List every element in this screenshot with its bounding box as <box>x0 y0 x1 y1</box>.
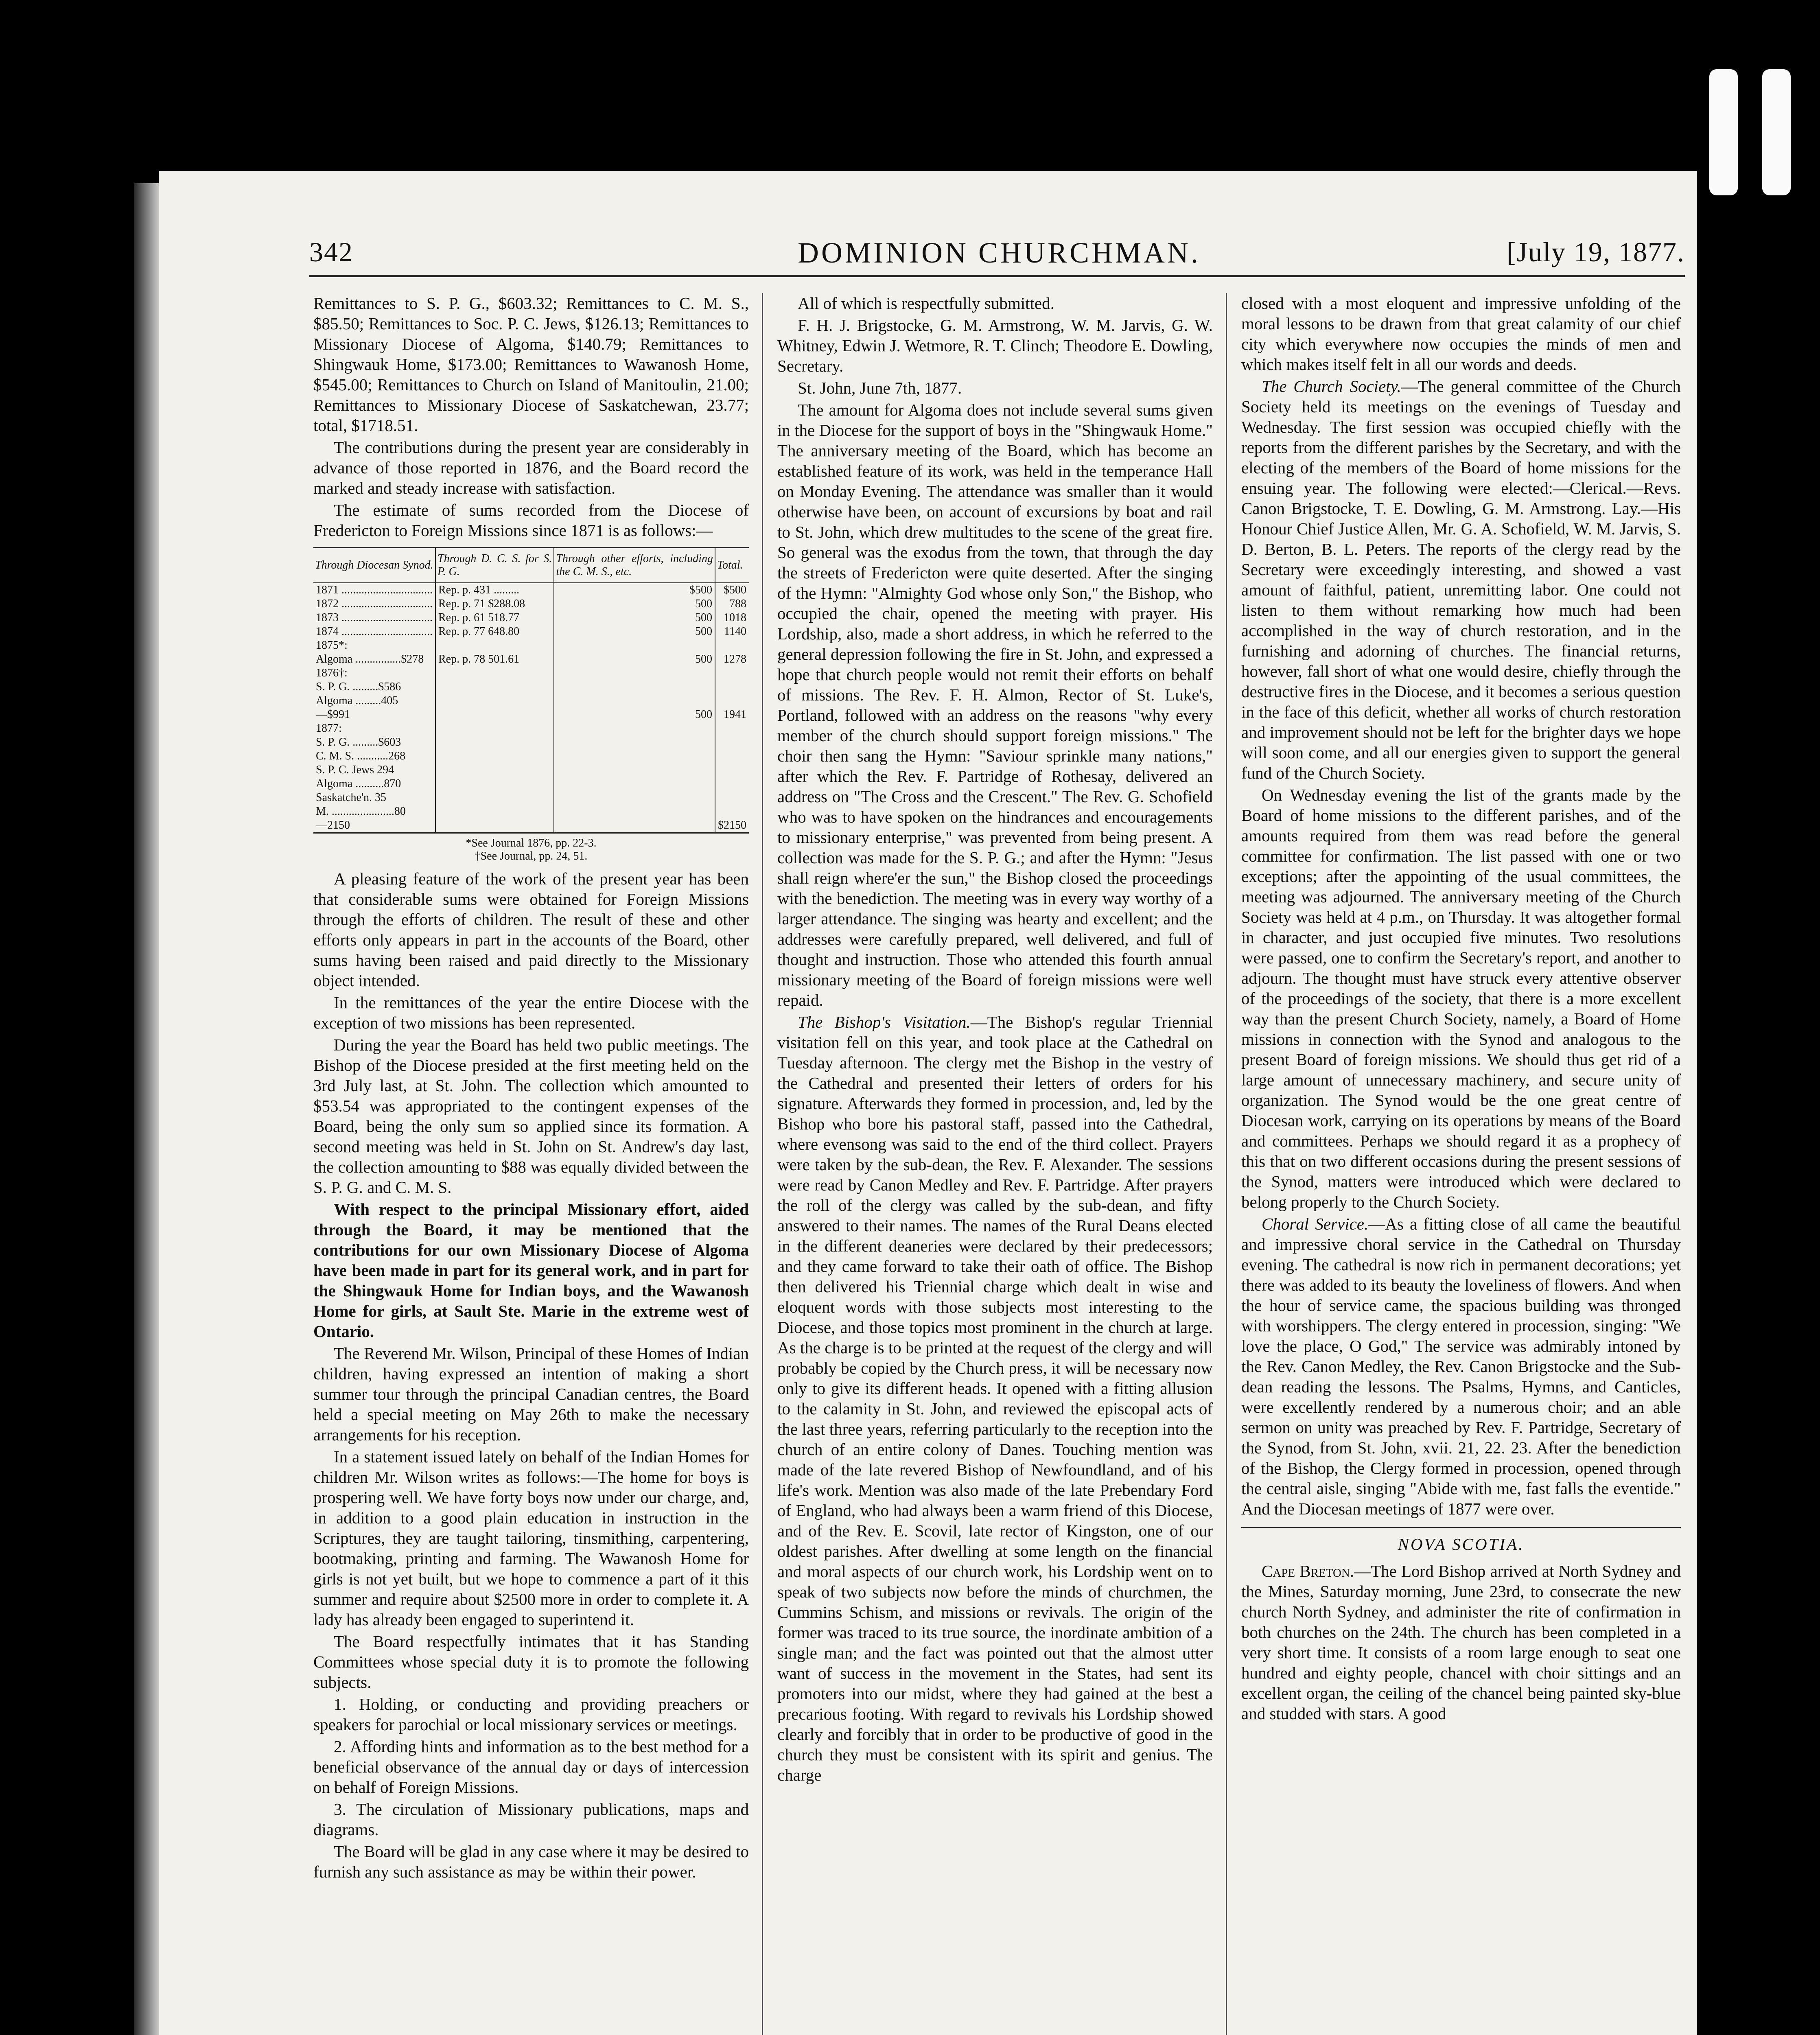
table-row <box>313 763 749 777</box>
table-cell: Saskatche'n. 35 <box>316 791 387 804</box>
paragraph-text: —As a fitting close of all came the beautiful and impressive choral service in the Cathedral on Thursday evening. The cathedral is now rich in permanent decorations; yet there was added to its beauty the loveliness of flowers. And when the hour of service came, the spacious building was thronged with worshippers. The clergy entered in procession, singing: "We love the place, O God," The service was admirably intoned by the Rev. Canon Medley, the Rev. Canon Brigstocke and the Sub-dean reading the lessons. The Psalms, Hymns, and Canticles, were excellently rendered by a numerous choir; and an able sermon on unity was preached by Rev. F. Partridge, Secretary of the Synod, from St. John, xvii. 21, 22. 23. After the benediction of the Bishop, the Clergy formed in procession, opened through the central aisle, singing "Abide with me, fast falls the eventide." And the Diocesan meetings of 1877 were over. <box>1241 1214 1681 1518</box>
table-row <box>313 597 749 611</box>
table-cell: S. P. G. .........$586 <box>316 681 401 693</box>
table-cell: S. P. G. .........$603 <box>316 736 401 748</box>
column-divider <box>1226 293 1227 2035</box>
page-header <box>309 224 1685 281</box>
table-cell <box>715 639 749 652</box>
table-cell <box>715 680 749 694</box>
table-note: †See Journal, pp. 24, 51. <box>475 850 588 862</box>
section-heading: NOVA SCOTIA. <box>1241 1527 1681 1554</box>
paragraph: In the remittances of the year the entire Diocese with the exception of two missions has been represented. <box>313 993 749 1032</box>
paragraph: 3. The circulation of Missionary publications, maps and diagrams. <box>313 1800 749 1839</box>
table-header: Through Diocesan Synod. <box>313 548 435 583</box>
table-cell <box>554 680 715 694</box>
table-cell <box>715 666 749 680</box>
table-cell <box>715 763 749 777</box>
table-cell: 1874 ................................ <box>316 625 433 638</box>
table-cell <box>715 791 749 805</box>
subhead: Cape Breton. <box>1262 1562 1354 1580</box>
column-1 <box>313 293 749 2035</box>
paragraph: The Board respectfully intimates that it has Standing Committees whose special duty it is to promote the following subjects. <box>313 1632 749 1691</box>
newspaper-page <box>159 171 1697 2035</box>
table-cell: 500 <box>554 625 715 639</box>
table-cell <box>435 666 554 680</box>
paragraph: A pleasing feature of the work of the present year has been that considerable sums were obtained for Foreign Missions through the efforts of children. The result of these and other efforts only appears in part in the accounts of the Board, other sums having been raised and paid directly to the Missionary object intended. <box>313 869 749 990</box>
table-cell: 1873 ................................ <box>316 611 433 624</box>
table-cell <box>435 639 554 652</box>
table-cell: Algoma .........405 <box>316 694 398 707</box>
table-row <box>313 749 749 763</box>
table-row <box>313 722 749 735</box>
table-cell: 1871 ................................ <box>316 584 433 596</box>
paragraph-text: —The general committee of the Church Society held its meetings on the evenings of Tuesday and Wednesday. The first session was occupied chiefly with the reports from the different parishes by the Secretary, and with the electing of the members of the Board of home missions for the ensuing year. The following were elected:—Clerical.—Revs. Canon Brigstocke, T. E. Dowling, G. M. Armstrong. Lay.—His Honour Chief Justice Allen, Mr. G. A. Schofield, W. M. Jarvis, S. D. Berton, B. L. Peters. The reports of the clergy read by the Secretary were exceedingly interesting, and showed a vast amount of faithful, patient, unremitting labor. One could not listen to them without remarking how much had been accomplished in the way of church restoration, and in the furnishing and adorning of churches. The financial returns, however, fall short of what one would desire, chiefly through the destructive fires in the Diocese, and it becomes a serious question in the face of this deficit, whether all works of church restoration and improvement should not be left for the brighter days we hope will soon come, and all our energies given to support the general fund of the Church Society. <box>1241 377 1681 782</box>
paragraph: closed with a most eloquent and impressive unfolding of the moral lessons to be drawn from that great calamity of our chief city which everywhere now occupies the minds of men and which makes itself felt in all our words and deeds. <box>1241 294 1681 374</box>
table-cell <box>435 694 554 708</box>
table-cell: 788 <box>715 597 749 611</box>
table-cell <box>554 639 715 652</box>
paragraph-text: —The Bishop's regular Triennial visitation fell on this year, and took place at the Cathedral on Tuesday afternoon. The clergy met the Bishop in the vestry of the Cathedral and presented their letters of orders for his signature. Afterwards they formed in procession, and, led by the Bishop who bore his pastoral staff, passed into the Cathedral, where evensong was said to the end of the third collect. Prayers were taken by the sub-dean, the Rev. F. Alexander. The sessions were read by Canon Medley and Rev. F. Partridge. After prayers the roll of the clergy was called by the sub-dean, and fifty answered to their names. The names of the Rural Deans elected in the different deaneries were declared by their predecessors; and they came forward to take their oath of office. The Bishop then delivered his Triennial charge which dealt in wise and eloquent words with those subjects most interesting to the Diocese, and those topics most prominent in the church at large. As the charge is to be printed at the request of the clergy and will probably be copied by the Church press, it will be necessary now only to give its different heads. It opened with a fitting allusion to the calamity in St. John, and reviewed the episcopal acts of the last three years, referring particularly to the reception into the church of an entire colony of Danes. Touching mention was made of the late revered Bishop of Newfoundland, and of his life's work. Mention was also made of the late Prebendary Ford of England, who had always been a warm friend of this Diocese, and of the Rev. E. Scovil, late rector of Kingston, one of our oldest parishes. After dwelling at some length on the financial and moral aspects of our church work, his Lordship went on to speak of two subjects now before the minds of churchmen, the Cummins Schism, and missions or revivals. The origin of the former was traced to its true source, the inordinate ambition of a single man; and the fact was pointed out that the almost utter want of success in the movement in the States, had sent its promoters into our midst, where they had gained at the best a precarious footing. With regard to revivals his Lordship showed clearly and forcibly that in order to be productive of good in the church they must be consistent with its spirit and genius. The charge <box>777 1013 1213 1784</box>
table-cell <box>715 694 749 708</box>
table-header: Through D. C. S. for S. P. G. <box>435 548 554 583</box>
table-cell: Algoma ..........870 <box>316 777 401 790</box>
paragraph: The amount for Algoma does not include several sums given in the Diocese for the support of boys in the "Shingwauk Home." The anniversary meeting of the Board, which has become an established feature of its work, was held in the temperance Hall on Monday Evening. The attendance was smaller than it would otherwise have been, on account of excursions by boat and rail to St. John, which drew multitudes to the scene of the great fire. So general was the exodus from the town, that through the day the streets of Fredericton were quite deserted. After the singing of the Hymn: "Almighty God whose only Son," the Bishop, who occupied the chair, opened the meeting with prayer. His Lordship, also, made a short address, in which he referred to the general depression following the fire in St. John, and expressed a hope that church people would not remit their efforts on behalf of missions. The Rev. F. H. Almon, Rector of St. Luke's, Portland, followed with an address on the reasons "why every member of the church should support foreign missions." The choir then sang the Hymn: "Saviour sprinkle many nations," after which the Rev. F. Partridge of Rothesay, delivered an address on "The Cross and the Crescent." The Rev. G. Schofield who was to have spoken on the hindrances and encouragements to missionary enterprise," was prevented from being present. A collection was made for the S. P. G.; and after the Hymn: "Jesus shall reign where'er the sun," the Bishop closed the proceedings with the benediction. The meeting was in every way worthy of a larger attendance. The singing was hearty and excellent; and the addresses were carefully prepared, well delivered, and full of thought and instruction. Those who attended this fourth annual missionary meeting of the Board of foreign missions were well repaid. <box>777 400 1213 1009</box>
table-cell: 1278 <box>715 652 749 666</box>
table-cell <box>435 749 554 763</box>
table-row <box>313 805 749 818</box>
paragraph: The estimate of sums recorded from the Diocese of Fredericton to Foreign Missions since 1871 is as follows:— <box>313 501 749 540</box>
table-row <box>313 652 749 666</box>
table-cell: 1872 ................................ <box>316 597 433 610</box>
table-cell <box>554 777 715 791</box>
paragraph: 2. Affording hints and information as to the best method for a beneficial observance of the annual day or days of intercession on behalf of Foreign Missions. <box>313 1737 749 1796</box>
issue-date: [July 19, 1877. <box>1507 236 1685 267</box>
table-note: *See Journal 1876, pp. 22-3. <box>466 837 597 849</box>
table-row <box>313 708 749 722</box>
table-cell <box>554 818 715 833</box>
table-row <box>313 625 749 639</box>
paragraph: During the year the Board has held two public meetings. The Bishop of the Diocese presided at the first meeting held on the 3rd July last, at St. John. The collection which amounted to $53.54 was appropriated to the contingent expenses of the Board, being the only sum so applied since its formation. A second meeting was held in St. John on St. Andrew's day last, the collection amounting to $88 was equally divided between the S. P. G. and C. M. S. <box>313 1035 749 1197</box>
header-rule <box>309 275 1685 277</box>
table-cell <box>554 763 715 777</box>
column-3 <box>1241 293 1681 2035</box>
table-row <box>313 791 749 805</box>
film-marker <box>1762 69 1791 195</box>
table-cell <box>435 805 554 818</box>
table-header: Total. <box>715 548 749 583</box>
table-row <box>313 694 749 708</box>
table-cell: 1877: <box>316 722 342 735</box>
paragraph: In a statement issued lately on behalf of the Indian Homes for children Mr. Wilson writes as follows:—The home for boys is prospering well. We have forty boys now under our charge, and, in addition to a good plain education in instruction in the Scriptures, they are taught tailoring, tinsmithing, carpentering, bootmaking, printing and farming. The Wawanosh Home for girls is not yet built, but we hope to commence a part of it this summer and require about $2500 more in order to complete it. A lady has already been engaged to superintend it. <box>313 1447 749 1629</box>
table-cell: 500 <box>554 611 715 625</box>
table-cell: C. M. S. ...........268 <box>316 750 406 762</box>
paragraph <box>1241 376 1681 783</box>
table-cell: Rep. p. 71 $288.08 <box>435 597 554 611</box>
table-cell <box>435 735 554 749</box>
column-2 <box>777 293 1213 2035</box>
table-cell <box>554 694 715 708</box>
table-cell <box>554 666 715 680</box>
paragraph <box>1241 1561 1681 1724</box>
table-cell: 1876†: <box>316 667 348 679</box>
table-cell <box>715 749 749 763</box>
table-cell <box>715 805 749 818</box>
table-cell: S. P. C. Jews 294 <box>316 764 394 776</box>
table-row <box>313 735 749 749</box>
table-cell: —$991 <box>316 708 350 721</box>
table-cell <box>435 722 554 735</box>
table-cell <box>435 791 554 805</box>
table-cell <box>435 680 554 694</box>
table-cell <box>715 722 749 735</box>
paragraph: The Reverend Mr. Wilson, Principal of these Homes of Indian children, having expressed an intention of making a short summer tour through the principal Canadian centres, the Board held a special meeting on May 26th to make the necessary arrangements for his reception. <box>313 1344 749 1444</box>
table-cell: 500 <box>554 708 715 722</box>
subhead: The Church Society. <box>1262 377 1401 396</box>
publication-title: DOMINION CHURCHMAN. <box>798 236 1201 269</box>
paragraph: With respect to the principal Missionary effort, aided through the Board, it may be mentioned that the contributions for our own Missionary Diocese of Algoma have been made in part for its general work, and in part for the Shingwauk Home for Indian boys, and the Wawanosh Home for girls, at Sault Ste. Marie in the extreme west of Ontario. <box>313 1200 749 1341</box>
table-row <box>313 611 749 625</box>
table-cell <box>554 722 715 735</box>
table-row <box>313 818 749 833</box>
table-cell <box>715 735 749 749</box>
table-cell: 500 <box>554 652 715 666</box>
paragraph <box>1241 1214 1681 1519</box>
table-cell <box>435 777 554 791</box>
table-cell: Rep. p. 78 501.61 <box>435 652 554 666</box>
table-cell: Rep. p. 61 518.77 <box>435 611 554 625</box>
paragraph: St. John, June 7th, 1877. <box>798 379 962 397</box>
table-notes <box>313 837 749 863</box>
table-cell: —2150 <box>316 819 350 832</box>
table-cell: $2150 <box>715 818 749 833</box>
film-marker <box>1709 69 1738 195</box>
table-cell <box>435 763 554 777</box>
table-row <box>313 583 749 597</box>
table-cell <box>435 708 554 722</box>
paragraph: 1. Holding, or conducting and providing preachers or speakers for parochial or local missionary services or meetings. <box>313 1695 749 1734</box>
subhead: Choral Service. <box>1262 1214 1369 1233</box>
table-cell: 1941 <box>715 708 749 722</box>
page-number: 342 <box>309 236 353 267</box>
paragraph: The contributions during the present year are considerably in advance of those reported in 1876, and the Board record the marked and steady increase with satisfaction. <box>313 438 749 497</box>
table-cell: M. ......................80 <box>316 805 406 818</box>
table-cell: $500 <box>715 583 749 597</box>
table-row <box>313 777 749 791</box>
table-cell: 1140 <box>715 625 749 639</box>
table-row <box>313 680 749 694</box>
table-header: Through other efforts, including the C. M. S., etc. <box>554 548 715 583</box>
paragraph: F. H. J. Brigstocke, G. M. Armstrong, W. M. Jarvis, G. W. Whitney, Edwin J. Wetmore, R. T. Clinch; Theodore E. Dowling, Secretary. <box>777 316 1213 375</box>
table-cell: Algoma ................$278 <box>316 653 424 665</box>
table-cell: $500 <box>554 583 715 597</box>
table-cell <box>715 777 749 791</box>
paragraph <box>777 1012 1213 1785</box>
paragraph: All of which is respectfully submitted. <box>798 294 1054 313</box>
table-cell: Rep. p. 431 ......... <box>435 583 554 597</box>
table-cell <box>554 735 715 749</box>
column-divider <box>762 293 763 2035</box>
table-row <box>313 666 749 680</box>
paragraph-text: —The Lord Bishop arrived at North Sydney and the Mines, Saturday morning, June 23rd, to consecrate the new church North Sydney, and administer the rite of confirmation in both churches on the 24th. The church has been completed in a very short time. It consists of a room large enough to seat one hundred and eighty people, chancel with choir sittings and an excellent organ, the ceiling of the chancel being painted sky-blue and studded with stars. A good <box>1241 1562 1681 1723</box>
missions-table <box>313 547 749 834</box>
table-cell <box>554 805 715 818</box>
paragraph: Remittances to S. P. G., $603.32; Remittances to C. M. S., $85.50; Remittances to Soc. P. C. Jews, $126.13; Remittances to Missionary Diocese of Algoma, $140.79; Remittances to Shingwauk Home, $173.00; Remittances to Wawanosh Home, $545.00; Remittances to Church on Island of Manitoulin, 21.00; Remittances to Missionary Diocese of Saskatchewan, 23.77; total, $1718.51. <box>313 294 749 435</box>
table-cell: 500 <box>554 597 715 611</box>
table-cell <box>554 749 715 763</box>
subhead: The Bishop's Visitation. <box>798 1013 971 1031</box>
table-row <box>313 639 749 652</box>
paragraph: The Board will be glad in any case where it may be desired to furnish any such assistance as may be within their power. <box>313 1842 749 1881</box>
table-cell: 1018 <box>715 611 749 625</box>
table-cell <box>554 791 715 805</box>
table-cell <box>435 818 554 833</box>
table-cell: 1875*: <box>316 639 348 652</box>
table-cell: Rep. p. 77 648.80 <box>435 625 554 639</box>
paragraph: On Wednesday evening the list of the grants made by the Board of home missions to the different parishes, and of the amounts required from them was read before the general committee for confirmation. The list passed with one or two exceptions; after the appointing of the usual committees, the meeting was adjourned. The anniversary meeting of the Church Society was held at 4 p.m., on Thursday. It was altogether formal in character, and just occupied five minutes. Two resolutions were passed, one to confirm the Secretary's report, and another to adjourn. The thought must have struck every attentive observer of the proceedings of the society, that there is a more excellent way than the present Church Society, namely, a Board of Home missions in connection with the Synod and analogous to the present Board of foreign missions. We should thus get rid of a large amount of unnecessary machinery, and secure unity of organization. The Synod would be the one great centre of Diocesan work, carrying on its operations by means of the Board and committees. Perhaps we should regard it as a prophecy of this that on two different occasions during the present sessions of the Synod, matters were introduced which were declared to belong properly to the Church Society. <box>1241 786 1681 1211</box>
